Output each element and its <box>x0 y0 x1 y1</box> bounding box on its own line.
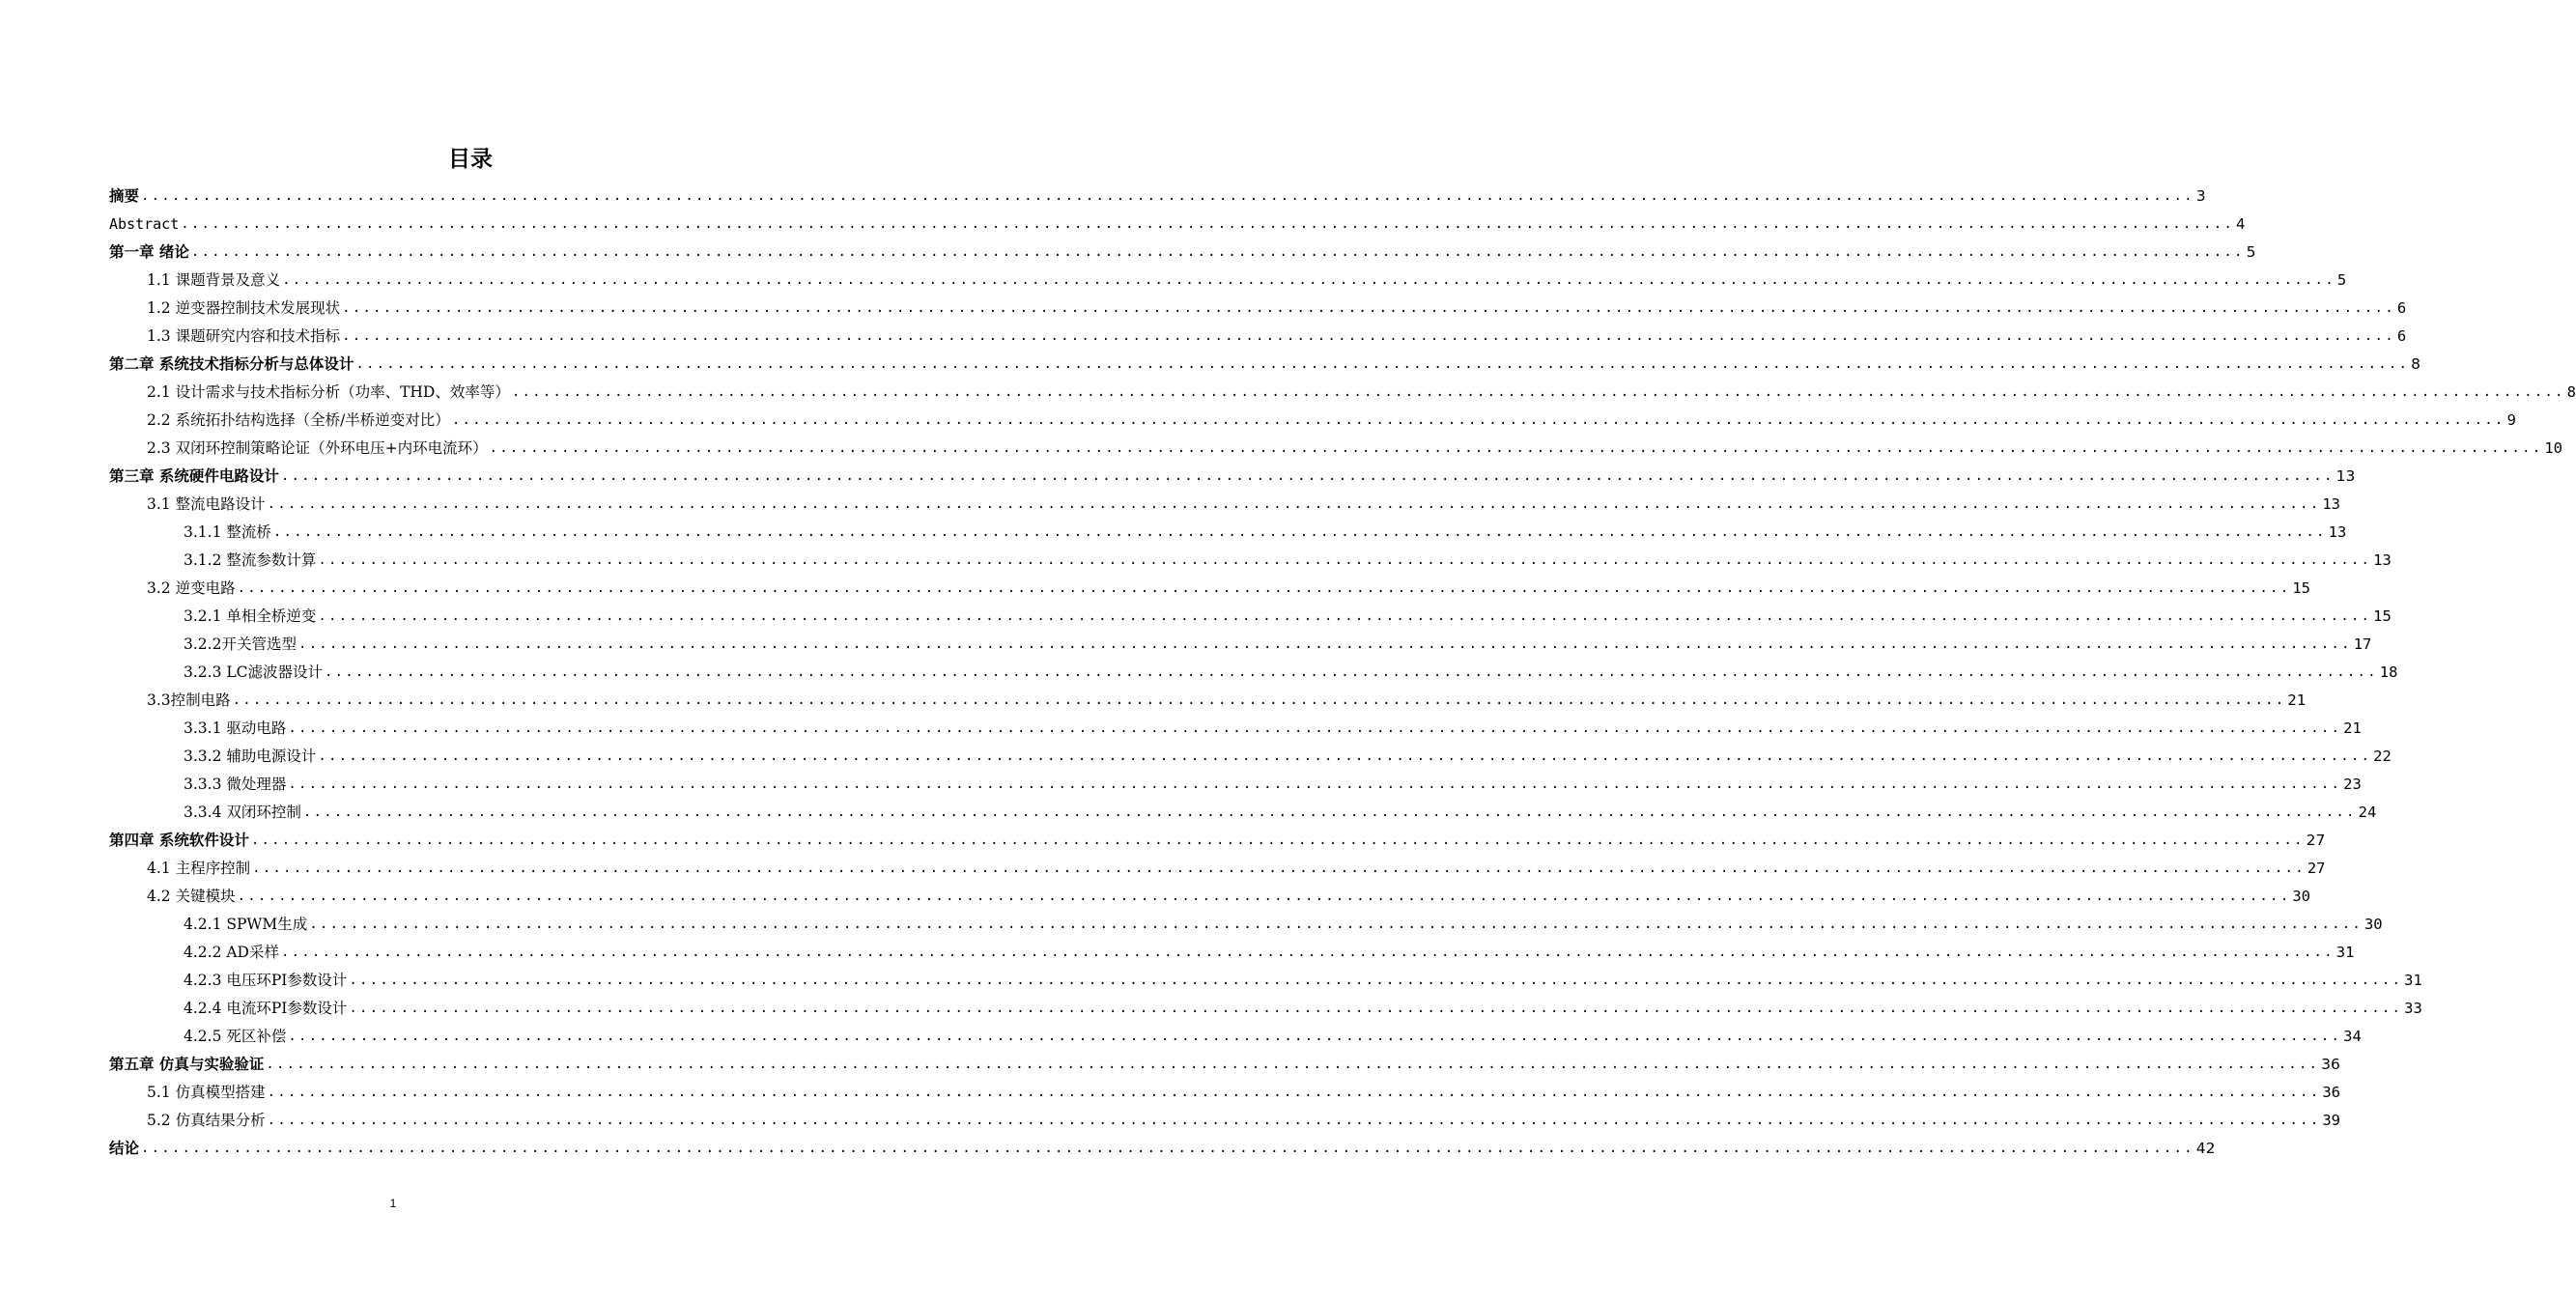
toc-entry-label: 4.2.3 电压环PI参数设计 <box>184 972 348 989</box>
toc-entry[interactable] <box>184 659 2398 682</box>
toc-entry[interactable] <box>184 631 2372 654</box>
toc-entry-page: 18 <box>2379 663 2398 681</box>
toc-entry-page: 15 <box>2373 607 2392 625</box>
toc-leader-dots: ........................................................................................................................................................................................................ <box>272 524 2327 540</box>
toc-leader-dots: ........................................................................................................................................................................................................ <box>349 1001 2403 1016</box>
toc-leader-dots: ........................................................................................................................................................................................................ <box>451 412 2505 428</box>
toc-entry-label: 4.1 主程序控制 <box>147 860 251 877</box>
toc-entry-page: 34 <box>2343 1028 2362 1045</box>
toc-leader-dots: ........................................................................................................................................................................................................ <box>355 356 2410 372</box>
toc-entry[interactable] <box>184 1023 2362 1046</box>
toc-entry[interactable] <box>109 239 2256 262</box>
toc-entry[interactable] <box>184 967 2422 990</box>
toc-entry-page: 6 <box>2396 327 2407 345</box>
toc-entry[interactable] <box>147 575 2310 598</box>
toc-entry-page: 8 <box>2566 383 2576 401</box>
toc-entry[interactable] <box>147 295 2407 318</box>
toc-leader-dots: ........................................................................................................................................................................................................ <box>280 468 2335 484</box>
toc-entry-label: 4.2.1 SPWM生成 <box>184 916 308 933</box>
toc-entry[interactable] <box>184 911 2383 934</box>
toc-entry-label: 3.3.1 驱动电路 <box>184 720 287 737</box>
toc-entry[interactable] <box>109 183 2206 206</box>
toc-leader-dots: ........................................................................................................................................................................................................ <box>302 804 2357 820</box>
toc-leader-dots: ........................................................................................................................................................................................................ <box>141 1141 2194 1156</box>
toc-leader-dots: ........................................................................................................................................................................................................ <box>349 973 2403 988</box>
toc-entry-page: 22 <box>2373 748 2392 765</box>
toc-entry[interactable] <box>147 323 2407 346</box>
toc-entry[interactable] <box>184 715 2362 738</box>
toc-entry-label: 第五章 仿真与实验验证 <box>109 1056 265 1073</box>
toc-leader-dots: ........................................................................................................................................................................................................ <box>267 496 2321 512</box>
toc-entry-label: 3.3.4 双闭环控制 <box>184 804 301 821</box>
toc-entry[interactable] <box>109 827 2326 850</box>
toc-entry-page: 5 <box>2336 271 2347 289</box>
toc-entry-label: 5.1 仿真模型搭建 <box>147 1084 266 1101</box>
toc-leader-dots: ........................................................................................................................................................................................................ <box>266 1057 2320 1072</box>
toc-entry-label: 3.2.1 单相全桥逆变 <box>184 607 317 625</box>
toc-entry-label: 2.1 设计需求与技术指标分析（功率、THD、效率等） <box>147 383 510 401</box>
toc-entry-label: 3.1.1 整流桥 <box>184 523 271 541</box>
toc-entry[interactable] <box>109 351 2421 374</box>
toc-entry[interactable] <box>147 687 2307 710</box>
toc-entry-page: 6 <box>2396 299 2407 317</box>
toc-entry[interactable] <box>109 463 2356 486</box>
toc-entry-label: 3.2 逆变电路 <box>147 579 236 597</box>
toc-entry[interactable] <box>184 547 2392 570</box>
toc-entry-page: 27 <box>2306 832 2326 849</box>
toc-entry-label: 第三章 系统硬件电路设计 <box>109 467 279 485</box>
toc-entry-label: 结论 <box>109 1140 140 1157</box>
toc-leader-dots: ........................................................................................................................................................................................................ <box>141 188 2194 204</box>
toc-entry[interactable] <box>147 1079 2340 1102</box>
toc-leader-dots: ........................................................................................................................................................................................................ <box>190 244 2245 260</box>
toc-leader-dots: ........................................................................................................................................................................................................ <box>318 608 2372 624</box>
toc-entry-label: 3.3控制电路 <box>147 691 231 709</box>
toc-leader-dots: ........................................................................................................................................................................................................ <box>267 1113 2321 1128</box>
toc-leader-dots: ........................................................................................................................................................................................................ <box>237 580 2291 596</box>
toc-entry-label: 3.3.2 辅助电源设计 <box>184 748 317 765</box>
toc-leader-dots: ........................................................................................................................................................................................................ <box>318 552 2372 568</box>
toc-entry[interactable] <box>147 407 2516 430</box>
toc-entry-label: 4.2.2 AD采样 <box>184 944 279 961</box>
toc-entry[interactable] <box>147 435 2562 458</box>
toc-entry-page: 30 <box>2364 916 2383 933</box>
toc-title: 目录 <box>448 147 493 172</box>
toc-entry-page: 42 <box>2195 1140 2216 1157</box>
toc-entry-page: 4 <box>2236 215 2246 233</box>
toc-leader-dots: ........................................................................................................................................................................................................ <box>181 216 2234 232</box>
toc-entry-page: 13 <box>2328 523 2347 541</box>
toc-entry-page: 33 <box>2404 1000 2422 1017</box>
toc-entry-label: 3.2.2开关管选型 <box>184 635 297 653</box>
toc-entry-page: 3 <box>2195 187 2206 205</box>
toc-entry-page: 15 <box>2292 579 2310 597</box>
toc-leader-dots: ........................................................................................................................................................................................................ <box>309 917 2363 932</box>
toc-leader-dots: ........................................................................................................................................................................................................ <box>250 832 2305 848</box>
toc-leader-dots: ........................................................................................................................................................................................................ <box>282 272 2335 288</box>
toc-entry[interactable] <box>109 1135 2216 1158</box>
toc-entry-page: 23 <box>2343 776 2362 793</box>
toc-entry-label: 1.2 逆变器控制技术发展现状 <box>147 299 341 317</box>
toc-entry[interactable] <box>184 603 2392 626</box>
toc-entry-page: 9 <box>2506 411 2516 429</box>
toc-entry-label: 1.1 课题背景及意义 <box>147 271 281 289</box>
toc-leader-dots: ........................................................................................................................................................................................................ <box>489 440 2543 456</box>
toc-entry-label: 3.3.3 微处理器 <box>184 776 287 793</box>
page-number: 1 <box>389 1197 397 1210</box>
toc-entry-label: 1.3 课题研究内容和技术指标 <box>147 327 341 345</box>
toc-leader-dots: ........................................................................................................................................................................................................ <box>288 1029 2342 1044</box>
toc-entry-page: 24 <box>2358 804 2377 821</box>
toc-entry-page: 5 <box>2246 243 2256 261</box>
toc-entry-label: 4.2.4 电流环PI参数设计 <box>184 1000 348 1017</box>
toc-leader-dots: ........................................................................................................................................................................................................ <box>318 748 2372 764</box>
toc-leader-dots: ........................................................................................................................................................................................................ <box>288 720 2342 736</box>
toc-entry[interactable] <box>147 883 2310 906</box>
toc-leader-dots: ........................................................................................................................................................................................................ <box>232 692 2286 708</box>
toc-entry-label: 第一章 绪论 <box>109 243 189 261</box>
toc-entry-label: 2.2 系统拓扑结构选择（全桥/半桥逆变对比） <box>147 411 450 429</box>
toc-entry-page: 17 <box>2353 635 2372 653</box>
toc-leader-dots: ........................................................................................................................................................................................................ <box>511 384 2565 400</box>
toc-entry-label: Abstract <box>109 215 180 233</box>
toc-entry[interactable] <box>184 799 2377 822</box>
toc-leader-dots: ........................................................................................................................................................................................................ <box>325 664 2378 680</box>
toc-entry-page: 27 <box>2307 860 2326 877</box>
toc-entry[interactable] <box>147 855 2326 878</box>
toc-entry[interactable] <box>184 995 2422 1018</box>
toc-entry-label: 4.2.5 死区补偿 <box>184 1028 287 1045</box>
toc-leader-dots: ........................................................................................................................................................................................................ <box>237 889 2291 904</box>
toc-entry[interactable] <box>147 379 2576 402</box>
toc-entry[interactable] <box>147 491 2340 514</box>
toc-entry-page: 36 <box>2322 1084 2340 1101</box>
toc-entry-page: 31 <box>2335 944 2355 961</box>
toc-entry-label: 2.3 双闭环控制策略论证（外环电压+内环电流环） <box>147 439 488 457</box>
toc-entry-label: 3.1 整流电路设计 <box>147 495 266 513</box>
toc-leader-dots: ........................................................................................................................................................................................................ <box>252 861 2306 876</box>
toc-entry-page: 21 <box>2287 691 2307 709</box>
toc-leader-dots: ........................................................................................................................................................................................................ <box>297 636 2352 652</box>
toc-entry-label: 5.2 仿真结果分析 <box>147 1112 266 1129</box>
toc-entry[interactable] <box>184 519 2347 542</box>
toc-leader-dots: ........................................................................................................................................................................................................ <box>342 328 2395 344</box>
toc-entry-label: 第二章 系统技术指标分析与总体设计 <box>109 355 354 373</box>
toc-entry-page: 30 <box>2292 888 2310 905</box>
toc-entry-label: 摘要 <box>109 187 140 205</box>
toc-entry-label: 3.2.3 LC滤波器设计 <box>184 663 324 681</box>
toc-entry-page: 10 <box>2544 439 2562 457</box>
toc-entry-label: 3.1.2 整流参数计算 <box>184 551 317 569</box>
toc-entry-page: 39 <box>2322 1112 2340 1129</box>
toc-entry[interactable] <box>109 1051 2340 1074</box>
toc-entry-page: 31 <box>2404 972 2422 989</box>
toc-leader-dots: ........................................................................................................................................................................................................ <box>281 945 2335 960</box>
toc-entry-page: 13 <box>2335 467 2356 485</box>
toc-entry-label: 第四章 系统软件设计 <box>109 832 249 849</box>
toc-entry[interactable] <box>184 771 2362 794</box>
toc-entry[interactable] <box>184 939 2355 962</box>
toc-entry-page: 8 <box>2411 355 2421 373</box>
toc-entry[interactable] <box>109 211 2246 234</box>
toc-entry[interactable] <box>184 743 2392 766</box>
toc-entry-page: 13 <box>2373 551 2392 569</box>
toc-entry[interactable] <box>147 267 2347 290</box>
toc-entry-label: 4.2 关键模块 <box>147 888 236 905</box>
toc-leader-dots: ........................................................................................................................................................................................................ <box>288 776 2342 792</box>
toc-entry[interactable] <box>147 1107 2340 1130</box>
toc-entry-page: 36 <box>2321 1056 2340 1073</box>
toc-entry-page: 21 <box>2343 720 2362 737</box>
toc-leader-dots: ........................................................................................................................................................................................................ <box>342 300 2395 316</box>
toc-leader-dots: ........................................................................................................................................................................................................ <box>267 1085 2321 1100</box>
toc-entry-page: 13 <box>2322 495 2340 513</box>
